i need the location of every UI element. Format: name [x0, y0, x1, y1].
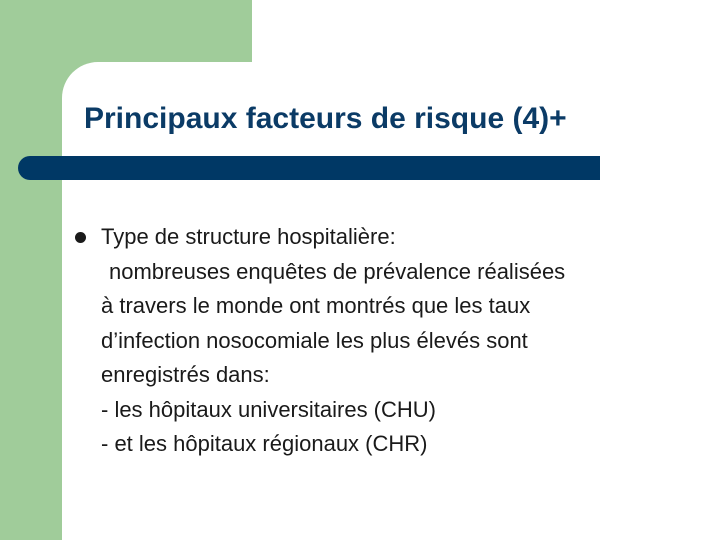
bullet-line: enregistrés dans:: [101, 362, 270, 387]
bullet-line: - et les hôpitaux régionaux (CHR): [101, 431, 428, 456]
slide-title: Principaux facteurs de risque (4)+: [84, 102, 567, 135]
bullet-line: - les hôpitaux universitaires (CHU): [101, 396, 436, 422]
bullet-text: [101, 220, 701, 462]
bullet-icon: [75, 232, 86, 243]
decorative-green-left-band: [0, 0, 62, 540]
bullet-line: Type de structure hospitalière:: [101, 224, 396, 249]
title-underline-bar: [18, 156, 600, 180]
bullet-line: d’infection nosocomiale les plus élevés sont: [101, 327, 528, 353]
bullet-line: à travers le monde ont montrés que les taux: [101, 293, 531, 318]
bullet-line: nombreuses enquêtes de prévalence réalisées: [109, 258, 566, 284]
